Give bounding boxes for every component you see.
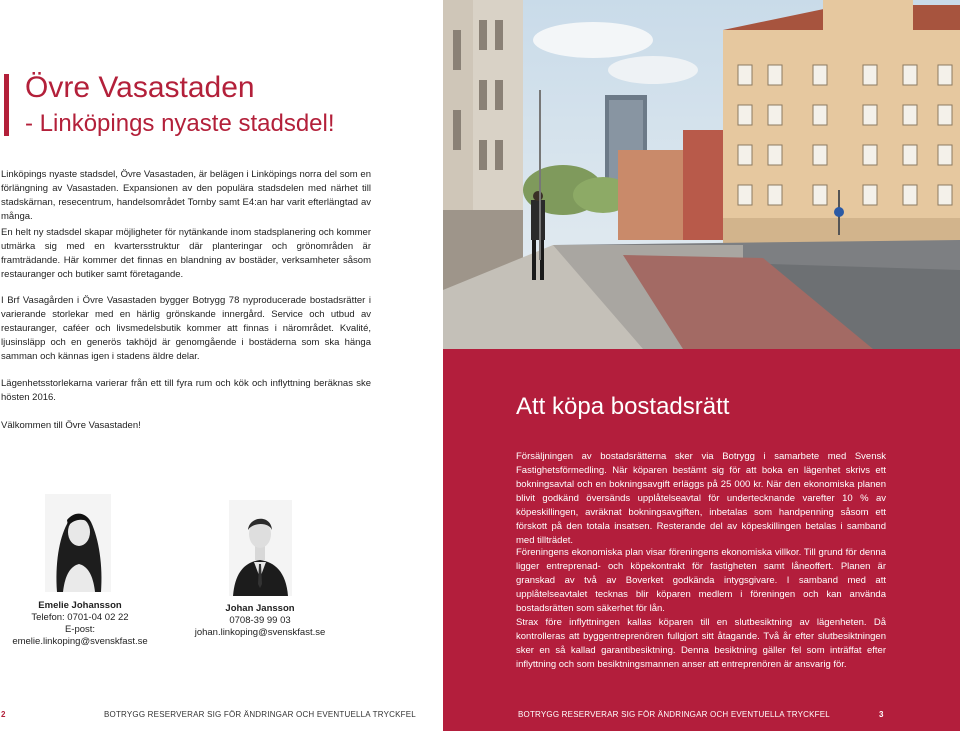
contact-photo-emelie: [45, 494, 111, 592]
contact-email[interactable]: E-post: emelie.linkoping@svenskfast.se: [12, 624, 148, 647]
contact-email[interactable]: johan.linkoping@svenskfast.se: [194, 627, 326, 638]
page-number-left: 2: [1, 710, 6, 719]
contact-phone: Telefon: 0701-04 02 22: [31, 612, 129, 623]
project-paragraph: I Brf Vasagården i Övre Vasastaden bygger Botrygg 78 nyproducerade bostadsrätter i varierande storlekar med en härlig grönskande innergård. Service och utbud av restauranger, caféer och livsmedelsbutik kommer att finnas i närområdet. Kvalité, ljusinsläpp och en generös takhöjd är genomgående i bostäderna som ska hänga samman och kännas igen i stadens äldre delar.: [1, 295, 371, 362]
contact-phone: 0708-39 99 03: [229, 615, 291, 626]
page-title: Övre Vasastaden: [25, 71, 255, 104]
section-title: Att köpa bostadsrätt: [516, 393, 730, 420]
info-panel: [443, 349, 960, 731]
planning-paragraph: En helt ny stadsdel skapar möjligheter för nytänkande inom stadsplanering och kommer utmärka sig med en kvartersstruktur där planteringar och grönområden är framträdande. Här kommer det finnas en blandning av bostäder, verksamheter såsom restauranger och butiker samt företagande.: [1, 227, 371, 280]
title-accent-bar: [4, 74, 9, 136]
right-page: [443, 0, 960, 731]
contact-name: Emelie Johansson: [38, 600, 122, 611]
contact-emelie: [1, 600, 159, 648]
footer-disclaimer-right: BOTRYGG RESERVERAR SIG FÖR ÄNDRINGAR OCH EVENTUELLA TRYCKFEL: [518, 710, 830, 719]
sizes-paragraph: Lägenhetsstorlekarna varierar från ett till fyra rum och kök och inflyttning beräknas ske hösten 2016.: [1, 378, 371, 403]
street-photo: [443, 0, 960, 349]
footer-disclaimer-left: BOTRYGG RESERVERAR SIG FÖR ÄNDRINGAR OCH EVENTUELLA TRYCKFEL: [104, 710, 416, 719]
contact-johan: [190, 603, 330, 639]
page-number-right: 3: [879, 710, 884, 719]
economic-plan-paragraph: Föreningens ekonomiska plan visar föreningens ekonomiska villkor. Till grund för denna ligger entreprenad- och köpekontrakt för fastigheten samt låneoffert. Planen är granskad av två av Boverket godkända intygsgivare. I samband med att upplåtelseavtalet tecknas blir köparen medlem i föreningen och kan använda bostadsrätten som säkerhet för lån.: [516, 547, 886, 614]
contact-name: Johan Jansson: [225, 603, 295, 614]
purchase-paragraph: Försäljningen av bostadsrätterna sker via Botrygg i samarbete med Svensk Fastighetsförmedling. När köparen bestämt sig för att boka en lägenhet skrivs ett bokningsavtal och en bokningsavgift erläggs på 25 000 kr. När den ekonomiska planen blivit godkänd översänds upplåtelseavtal för undertecknande varefter 10 % av köpeskillingen, avräknat bokningsavgiften, inbetalas som handpenning såsom ett förskott på den totala insatsen. Resterande del av köpeskillingen betalas i samband med tillträdet.: [516, 451, 886, 546]
welcome-paragraph: Välkommen till Övre Vasastaden!: [1, 420, 141, 431]
contact-photo-johan: [229, 500, 292, 596]
inspection-paragraph: Strax före inflyttningen kallas köparen till en slutbesiktning av lägenheten. Då kontrolleras att byggentreprenören fullgjort sitt åtagande. Två år efter slutbesiktningen sker en så kallad garantibesiktning. Denna besiktning gäller fel som inträffat efter inflyttning och som besiktningsmannen anser att entreprenören är ansvarig för.: [516, 617, 886, 670]
intro-paragraph: Linköpings nyaste stadsdel, Övre Vasastaden, är belägen i Linköpings norra del som en förlängning av Vasastaden. Expansionen av den populära stadsdelen med närhet till stadskärnan, resecentrum, handelsområdet Tornby samt E4:an har varit efterlängtad av många.: [1, 169, 371, 222]
left-page: [0, 0, 443, 731]
page-subtitle: - Linköpings nyaste stadsdel!: [25, 110, 335, 137]
